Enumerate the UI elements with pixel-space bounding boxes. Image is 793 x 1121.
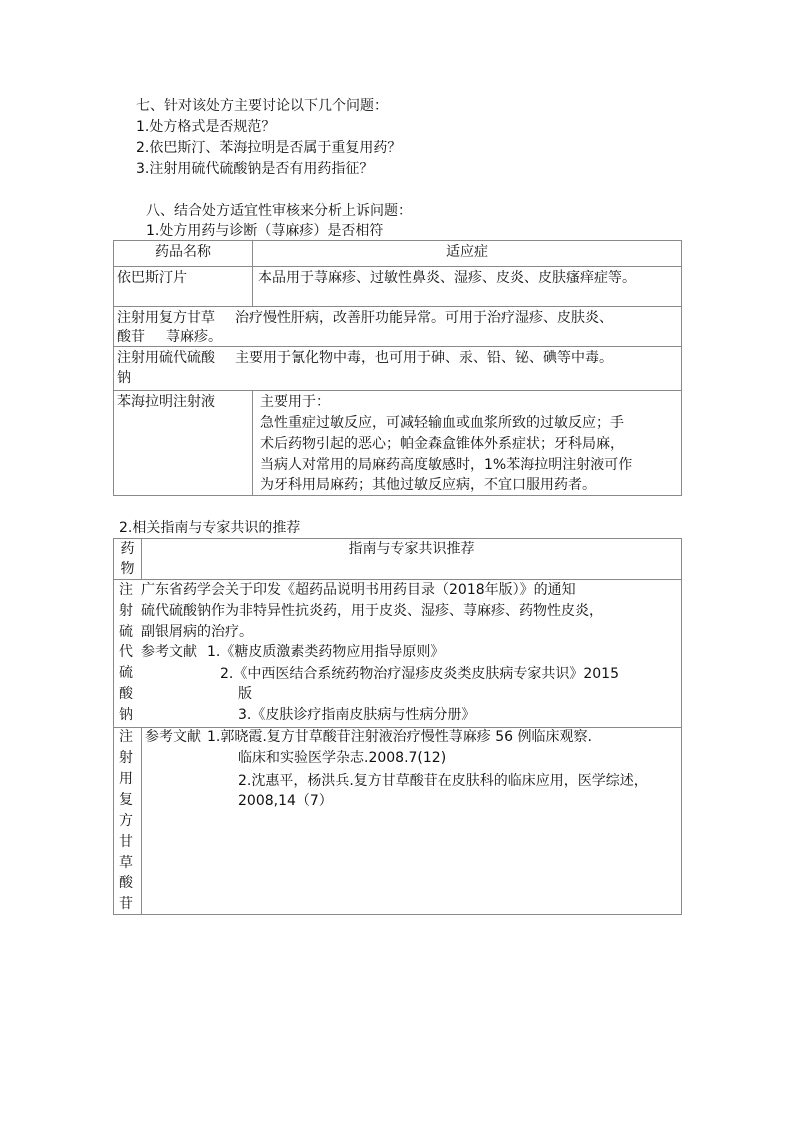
- reference-item: 1.《糖皮质激素类药物应用指导原则》: [207, 644, 445, 660]
- guideline-text: 副银屑病的治疗。: [141, 624, 253, 640]
- indication-text-cont: 急性重症过敏反应，可减轻输血或血浆所致的过敏反应；手: [260, 415, 624, 431]
- question-3: 3.注射用硫代硫酸钠是否有用药指征？: [136, 161, 374, 177]
- table2-header-drug: 药: [120, 541, 135, 557]
- drug-char: 注: [119, 582, 133, 598]
- question-2: 2.依巴斯汀、苯海拉明是否属于重复用药？: [136, 140, 402, 156]
- drug-char: 甘: [119, 834, 133, 850]
- drug-name-cont: 钠: [117, 370, 131, 386]
- drug-char: 酸: [119, 875, 133, 891]
- reference-item-cont: 2008,14（7）: [238, 793, 333, 809]
- indication-text-cont: 为牙科用局麻药；其他过敏反应病，不宜口服用药者。: [260, 477, 596, 493]
- reference-item: 1.郭晓霞.复方甘草酸苷注射液治疗慢性荨麻疹 56 例临床观察.: [207, 729, 592, 745]
- drug-char: 酸: [119, 686, 133, 702]
- indication-text-cont: 术后药物引起的恶心；帕金森盒锥体外系症状；牙科局麻，: [260, 436, 624, 452]
- reference-item-cont: 临床和实验医学杂志.2008.7(12): [238, 750, 447, 766]
- section7-heading: 七、针对该处方主要讨论以下几个问题：: [136, 98, 388, 114]
- indication-text: 主要用于氰化物中毒，也可用于砷、汞、铅、铋、碘等中毒。: [235, 350, 613, 366]
- table2-header-drug-cont: 物: [120, 561, 135, 577]
- section8-heading: 八、结合处方适宜性审核来分析上诉问题：: [146, 203, 412, 219]
- drug-char: 硫: [119, 665, 133, 681]
- subheading-2: 2.相关指南与专家共识的推荐: [119, 520, 301, 536]
- drug-name: 注射用复方甘草: [117, 310, 215, 326]
- indication-text: 本品用于荨麻疹、过敏性鼻炎、湿疹、皮炎、皮肤瘙痒症等。: [258, 270, 636, 286]
- indication-text: 主要用于：: [260, 394, 330, 410]
- drug-char: 方: [119, 813, 133, 829]
- reference-item: 2.沈惠平，杨洪兵.复方甘草酸苷在皮肤科的临床应用，医学综述，: [238, 773, 648, 789]
- guideline-text: 广东省药学会关于印发《超药品说明书用药目录（2018年版）》的通知: [141, 582, 576, 598]
- drug-char: 注: [119, 729, 133, 745]
- indication-text-cont: 当病人对常用的局麻药高度敏感时，1%苯海拉明注射液可作: [260, 457, 633, 473]
- reference-item: 3.《皮肤诊疗指南皮肤病与性病分册》: [238, 707, 476, 723]
- reference-label: 参考文献: [141, 644, 197, 660]
- drug-char: 硫: [119, 624, 133, 640]
- drug-char: 射: [119, 750, 133, 766]
- guideline-text: 硫代硫酸钠作为非特异性抗炎药，用于皮炎、湿疹、荨麻疹、药物性皮炎，: [141, 603, 603, 619]
- drug-char: 苷: [119, 896, 133, 912]
- table1-header-drug: 药品名称: [155, 244, 211, 260]
- reference-label: 参考文献: [145, 729, 201, 745]
- drug-name-cont: 酸苷: [117, 329, 145, 345]
- drug-char: 草: [119, 855, 133, 871]
- drug-char: 钠: [119, 707, 133, 723]
- reference-item: 2.《中西医结合系统药物治疗湿疹皮炎类皮肤病专家共识》2015: [220, 666, 619, 682]
- subheading-1: 1.处方用药与诊断（荨麻疹）是否相符: [146, 223, 384, 239]
- drug-char: 射: [119, 603, 133, 619]
- drug-char: 用: [119, 771, 133, 787]
- drug-name: 依巴斯汀片: [117, 270, 187, 286]
- table1-header-indication: 适应症: [446, 244, 488, 260]
- reference-item-cont: 版: [238, 686, 252, 702]
- drug-char: 代: [119, 644, 133, 660]
- drug-name: 注射用硫代硫酸: [117, 350, 215, 366]
- table2-header-recommendation: 指南与专家共识推荐: [348, 541, 475, 557]
- indication-text: 治疗慢性肝病，改善肝功能异常。可用于治疗湿疹、皮肤炎、: [235, 310, 613, 326]
- question-1: 1.处方格式是否规范？: [136, 119, 276, 135]
- drug-char: 复: [119, 792, 133, 808]
- indication-text-cont: 荨麻疹。: [166, 329, 222, 345]
- drug-name: 苯海拉明注射液: [117, 394, 215, 410]
